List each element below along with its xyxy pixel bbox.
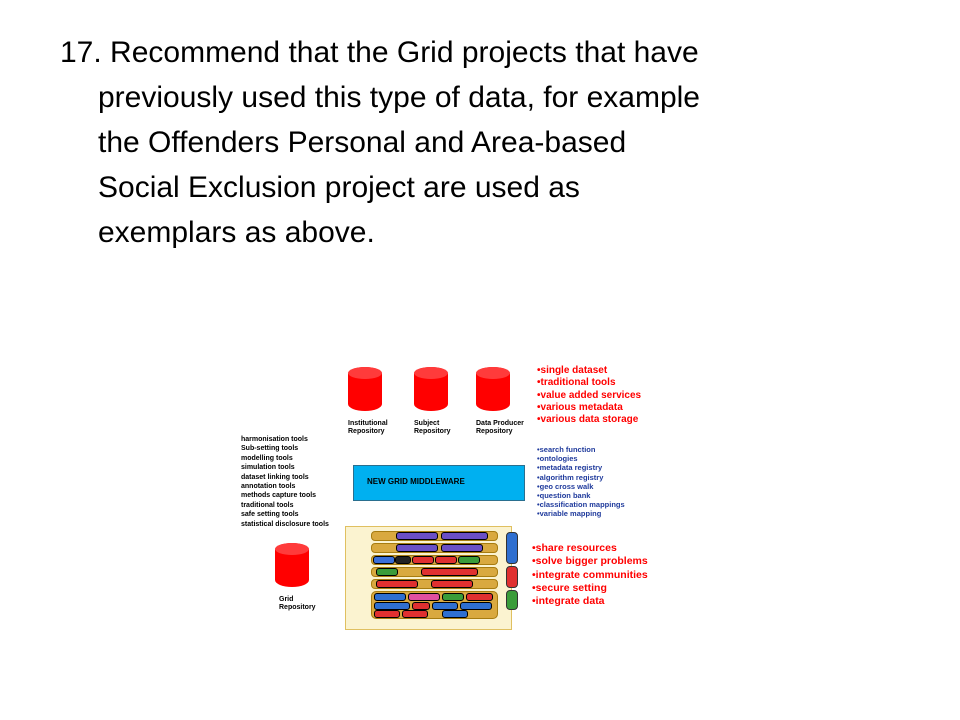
stack-side-bar [506, 590, 518, 610]
stack-component [442, 593, 464, 601]
tool-item: traditional tools [241, 501, 294, 509]
tools-list [241, 435, 329, 529]
tool-item: simulation tools [241, 464, 295, 472]
stack-component [374, 610, 400, 618]
stack-component [435, 556, 457, 564]
feature-item: •variable mapping [537, 509, 602, 519]
stack-component [412, 602, 430, 610]
stack-side-bar [506, 532, 518, 564]
feature-item: •geo cross walk [537, 481, 594, 491]
feature-item: •algorithm registry [537, 472, 604, 482]
slide-body-text [60, 30, 910, 255]
benefit-item: •integrate data [532, 595, 605, 608]
benefit-item: •integrate communities [532, 568, 648, 581]
repository-features-list [537, 365, 641, 426]
slide-paragraph [60, 30, 910, 255]
tool-item: safe setting tools [241, 511, 299, 519]
stack-component [412, 556, 434, 564]
stack-component [458, 556, 480, 564]
feature-item: •single dataset [537, 365, 608, 376]
feature-item: •question bank [537, 491, 591, 501]
stack-component [395, 556, 411, 564]
institutional-repository-label: Institutional Repository [348, 420, 388, 435]
stack-component [466, 593, 493, 601]
feature-item: •ontologies [537, 454, 578, 464]
text-line-2: previously used this type of data, for example [98, 81, 700, 114]
text-line-3: the Offenders Personal and Area-based [98, 126, 627, 159]
tool-item: dataset linking tools [241, 473, 309, 481]
stack-component [408, 593, 440, 601]
subject-repository-label: Subject Repository [414, 420, 451, 435]
feature-item: •metadata registry [537, 463, 603, 473]
subject-repository-cylinder-icon [414, 367, 448, 411]
stack-component [432, 602, 458, 610]
feature-item: •classification mappings [537, 500, 625, 510]
middleware-features-list [537, 445, 625, 519]
data-producer-repository-cylinder-icon [476, 367, 510, 411]
feature-item: •value added services [537, 389, 642, 401]
text-line-5: exemplars as above. [98, 216, 375, 249]
feature-item: •search function [537, 445, 596, 454]
data-producer-repository-label: Data Producer Repository [476, 420, 524, 435]
stack-component [396, 544, 438, 552]
stack-component [374, 602, 410, 610]
text-line-4: Social Exclusion project are used as [98, 171, 580, 204]
stack-side-bar [506, 566, 518, 588]
stack-component [431, 580, 473, 588]
stack-component [396, 532, 438, 540]
feature-item: •traditional tools [537, 377, 616, 389]
tool-item: modelling tools [241, 454, 293, 462]
feature-item: •various metadata [537, 401, 623, 413]
stack-component [402, 610, 428, 618]
stack-component [376, 580, 418, 588]
benefit-item: •share resources [532, 542, 617, 554]
tool-item: harmonisation tools [241, 436, 308, 443]
benefit-item: •secure setting [532, 581, 607, 594]
tool-item: Sub-setting tools [241, 445, 299, 453]
grid-architecture-diagram [240, 360, 680, 635]
feature-item: •various data storage [537, 414, 639, 426]
text-line-1: 17. Recommend that the Grid projects that have [60, 36, 699, 69]
middleware-label: NEW GRID MIDDLEWARE [367, 477, 465, 486]
grid-repository-cylinder-icon [275, 543, 309, 587]
tool-item: annotation tools [241, 483, 296, 491]
new-grid-middleware-box [353, 465, 525, 501]
stack-component [421, 568, 478, 576]
benefit-item: •solve bigger problems [532, 555, 648, 568]
tool-item: statistical disclosure tools [241, 520, 329, 528]
stack-component [373, 556, 395, 564]
grid-benefits-list [532, 542, 648, 608]
tool-item: methods capture tools [241, 492, 317, 500]
stack-component [441, 544, 483, 552]
grid-repository-label: Grid Repository [279, 596, 316, 611]
stack-component [460, 602, 492, 610]
stack-component [441, 532, 488, 540]
grid-architecture-stack [345, 526, 512, 630]
stack-component [442, 610, 468, 618]
institutional-repository-cylinder-icon [348, 367, 382, 411]
stack-component [374, 593, 406, 601]
stack-component [376, 568, 398, 576]
